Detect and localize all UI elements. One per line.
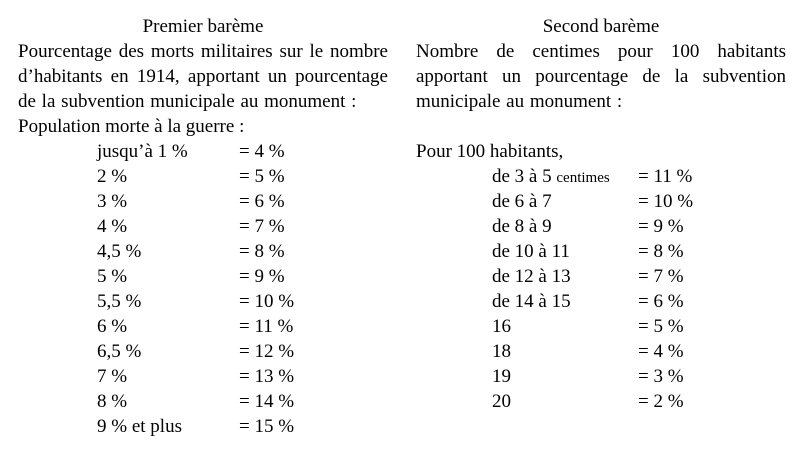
row-value: = 2 %: [638, 391, 684, 412]
row-label: 8 %: [97, 391, 128, 412]
row-value: = 6 %: [239, 191, 285, 212]
row-value: = 4 %: [239, 141, 285, 162]
row-label: 7 %: [97, 366, 128, 387]
row-label: 3 %: [97, 191, 128, 212]
table-row: [18, 414, 388, 439]
row-label: 5,5 %: [97, 291, 142, 312]
row-label: 4 %: [97, 216, 128, 237]
row-value: = 13 %: [239, 366, 295, 387]
second-bareme-title: Second barème: [542, 16, 660, 37]
second-bareme-description: Nombre de centimes pour 100 habitants apportant un pourcentage de la subvention municipale au monument :: [416, 41, 786, 112]
second-bareme-column: [416, 14, 786, 414]
row-label: 19: [492, 366, 511, 387]
row-label: 2 %: [97, 166, 128, 187]
second-bareme-intro: Pour 100 habitants,: [416, 141, 564, 162]
table-row: [18, 189, 388, 214]
table-row: [416, 164, 786, 189]
table-row: [416, 339, 786, 364]
row-value: = 10 %: [638, 191, 694, 212]
row-value: = 3 %: [638, 366, 684, 387]
row-label: 4,5 %: [97, 241, 142, 262]
table-row: [18, 339, 388, 364]
row-value: = 7 %: [638, 266, 684, 287]
row-value: = 5 %: [638, 316, 684, 337]
blank-line: [416, 114, 786, 139]
row-value: = 15 %: [239, 416, 295, 437]
row-label: 6,5 %: [97, 341, 142, 362]
row-value: = 8 %: [638, 241, 684, 262]
row-value: = 7 %: [239, 216, 285, 237]
row-value: = 9 %: [239, 266, 285, 287]
row-unit: centimes: [556, 170, 610, 186]
premier-bareme-intro: Population morte à la guerre :: [18, 116, 245, 137]
table-row: [18, 139, 388, 164]
row-label: jusqu’à 1 %: [97, 141, 188, 162]
row-label: 16: [492, 316, 511, 337]
row-value: = 9 %: [638, 216, 684, 237]
table-row: [18, 314, 388, 339]
table-row: [18, 239, 388, 264]
row-value: = 11 %: [239, 316, 294, 337]
premier-bareme-table: [18, 139, 388, 439]
premier-bareme-title: Premier barème: [142, 16, 264, 37]
table-row: [416, 364, 786, 389]
row-label: 20: [492, 391, 511, 412]
table-row: [18, 289, 388, 314]
row-value: = 5 %: [239, 166, 285, 187]
table-row: [18, 389, 388, 414]
row-label: 9 % et plus: [97, 416, 182, 437]
row-label: 6 %: [97, 316, 128, 337]
row-label: de 10 à 11: [492, 241, 570, 262]
table-row: [416, 314, 786, 339]
row-label: 18: [492, 341, 511, 362]
table-row: [18, 264, 388, 289]
row-value: = 8 %: [239, 241, 285, 262]
table-row: [18, 164, 388, 189]
table-row: [416, 239, 786, 264]
table-row: [18, 214, 388, 239]
row-label: de 8 à 9: [492, 216, 552, 237]
row-label: 5 %: [97, 266, 128, 287]
row-value: = 4 %: [638, 341, 684, 362]
row-value: = 6 %: [638, 291, 684, 312]
premier-bareme-description: Pourcentage des morts militaires sur le nombre d’habitants en 1914, apportant un pourcentage de la subvention municipale au monument :: [18, 41, 388, 112]
row-value: = 14 %: [239, 391, 295, 412]
row-label: de 3 à 5 centimes: [492, 166, 610, 187]
row-value: = 12 %: [239, 341, 295, 362]
table-row: [416, 264, 786, 289]
row-label: de 14 à 15: [492, 291, 571, 312]
table-row: [416, 289, 786, 314]
row-label: de 12 à 13: [492, 266, 571, 287]
table-row: [416, 189, 786, 214]
table-row: [416, 389, 786, 414]
second-bareme-table: [416, 164, 786, 414]
row-value: = 11 %: [638, 166, 693, 187]
premier-bareme-column: [18, 14, 388, 439]
table-row: [18, 364, 388, 389]
table-row: [416, 214, 786, 239]
row-label: de 6 à 7: [492, 191, 552, 212]
row-value: = 10 %: [239, 291, 295, 312]
